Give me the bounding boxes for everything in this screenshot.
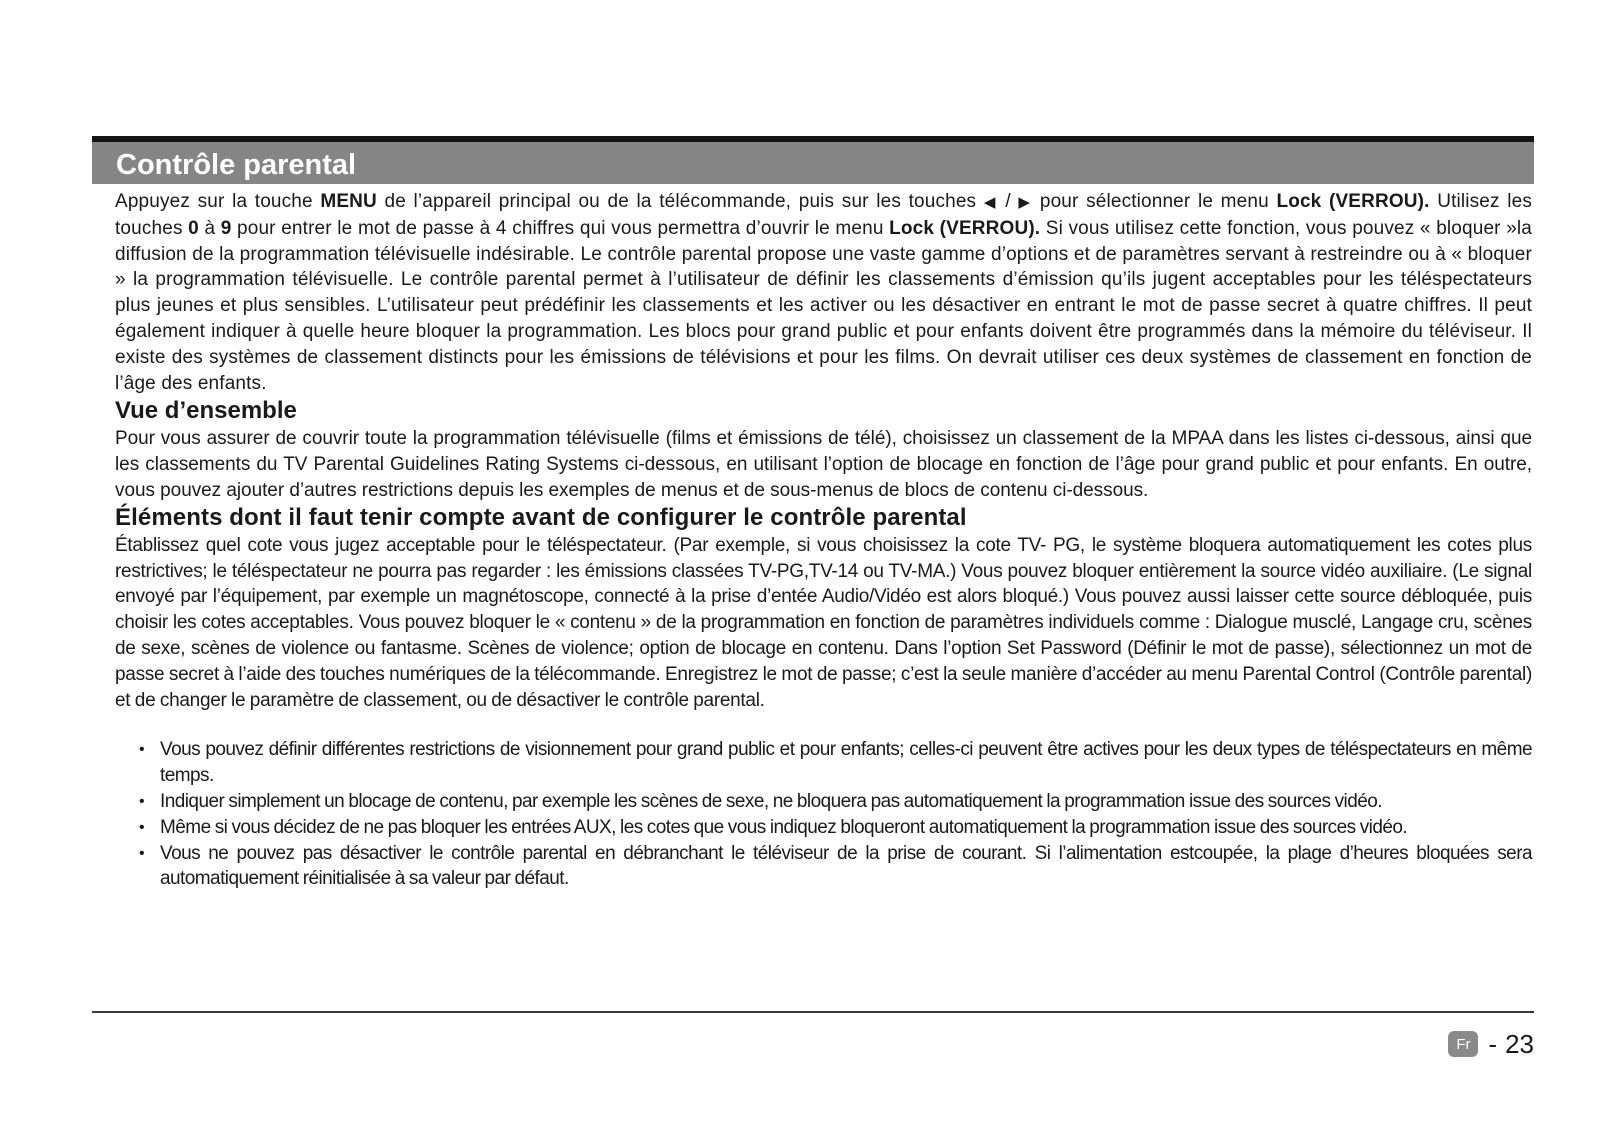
bullet-icon: •	[139, 818, 145, 836]
footer-divider	[92, 1011, 1534, 1013]
bullet-icon: •	[139, 741, 145, 759]
page-number: 23	[1505, 1028, 1534, 1059]
bullet-icon: •	[139, 792, 145, 810]
menu-key-label: MENU	[320, 191, 377, 212]
list-item: • Indiquer simplement un blocage de contenu, par exemple les scènes de sexe, ne bloquera pas automatiquement la programmation issue des sources vidéo.	[115, 789, 1532, 815]
intro-paragraph: Appuyez sur la touche MENU de l’appareil principal ou de la télécommande, puis sur les touches ◀ / ▶ pour sélectionner le menu Lock (VERROU). Utilisez les touches 0 à 9 pour entrer le mot de passe à 4 chiffres qui vous permettra d’ouvrir le menu Lock (VERROU). Si vous utilisez cette fonction, vous pouvez « bloquer »la diffusion de la programmation télévisuelle indésirable. Le contrôle parental propose une vaste gamme d’options et de paramètres servant à restreindre ou à « bloquer » la programmation télévisuelle. Le contrôle parental permet à l’utilisateur de définir les classements d’émission qu’ils jugent acceptables pour les téléspectateurs plus jeunes et plus sensibles. L’utilisateur peut prédéfinir les classements et les activer ou les désactiver en entrant le mot de passe secret à quatre chiffres. Il peut également indiquer à quelle heure bloquer la programmation. Les blocs pour grand public et pour enfants doivent être programmés dans la mémoire du téléviseur. Il existe des systèmes de classement distincts pour les émissions de télévisions et pour les films. On devrait utiliser ces deux systèmes de classement en fonction de l’âge des enfants.	[115, 191, 1533, 394]
list-item: • Vous pouvez définir différentes restrictions de visionnement pour grand public et pour enfants; celles-ci peuvent être actives pour les deux types de téléspectateurs en même temps.	[139, 739, 1532, 787]
considerations-paragraph: Établissez quel cote vous jugez acceptable pour le téléspectateur. (Par exemple, si vous choisissez la cote TV- PG, le système bloquera automatiquement les cotes plus restrictives; le téléspectateur ne pourra pas regarder : les émissions classées TV-PG,TV-14 ou TV-MA.) Vous pouvez bloquer entièrement la source vidéo auxiliaire. (Le signal envoyé par l’équipement, par exemple un magnétoscope, connecté à la prise d’entée Audio/Vidéo est alors bloqué.) Vous pouvez aussi laisser cette source débloquée, puis choisir les cotes acceptables. Vous pouvez bloquer le « contenu » de la programmation en fonction de paramètres individuels comme : Dialogue musclé, Langage cru, scènes de sexe, scènes de violence ou fantasme. Scènes de violence; option de blocage en contenu. Dans l’option Set Password (Définir le mot de passe), sélectionnez un mot de passe secret à l’aide des touches numériques de la télécommande. Enregistrez le mot de passe; c’est la seule manière d’accéder au menu Parental Control (Contrôle parental) et de changer le paramètre de classement, ou de désactiver le contrôle parental.	[115, 534, 1532, 711]
overview-heading: Vue d’ensemble	[115, 397, 297, 425]
notes-list	[115, 737, 1532, 892]
lock-menu-label: Lock (VERROU).	[1276, 191, 1430, 212]
considerations-heading: Éléments dont il faut tenir compte avant de configurer le contrôle parental	[115, 503, 967, 531]
section-title: Contrôle parental	[116, 149, 357, 181]
key-nine: 9	[220, 217, 232, 239]
left-arrow-icon: ◀	[983, 194, 998, 211]
document-body	[115, 189, 1532, 892]
list-item: • Même si vous décidez de ne pas bloquer les entrées AUX, les cotes que vous indiquez bloqueront automatiquement la programmation issue des sources vidéo.	[115, 815, 1532, 841]
overview-paragraph: Pour vous assurer de couvrir toute la programmation télévisuelle (films et émissions de télé), choisissez un classement de la MPAA dans les listes ci-dessous, ainsi que les classements du TV Parental Guidelines Rating Systems ci-dessous, en utilisant l’option de blocage en fonction de l’âge pour grand public et pour enfants. En outre, vous pouvez ajouter d’autres restrictions depuis les exemples de menus et de sous-menus de blocs de contenu ci-dessous.	[115, 428, 1532, 501]
key-zero: 0	[188, 217, 199, 239]
section-header-bar	[92, 136, 1534, 184]
list-item: • Vous ne pouvez pas désactiver le contrôle parental en débranchant le téléviseur de la prise de courant. Si l’alimentation estcoupée, la plage d’heures bloquées sera automatiquement réinitialisée à sa valeur par défaut.	[139, 842, 1532, 890]
right-arrow-icon: ▶	[1018, 194, 1033, 211]
bullet-icon: •	[139, 844, 145, 862]
page-separator: -	[1488, 1028, 1498, 1059]
language-badge: Fr	[1448, 1031, 1478, 1057]
lock-menu-label: Lock (VERROU).	[889, 217, 1041, 239]
page-footer	[1448, 1028, 1534, 1060]
